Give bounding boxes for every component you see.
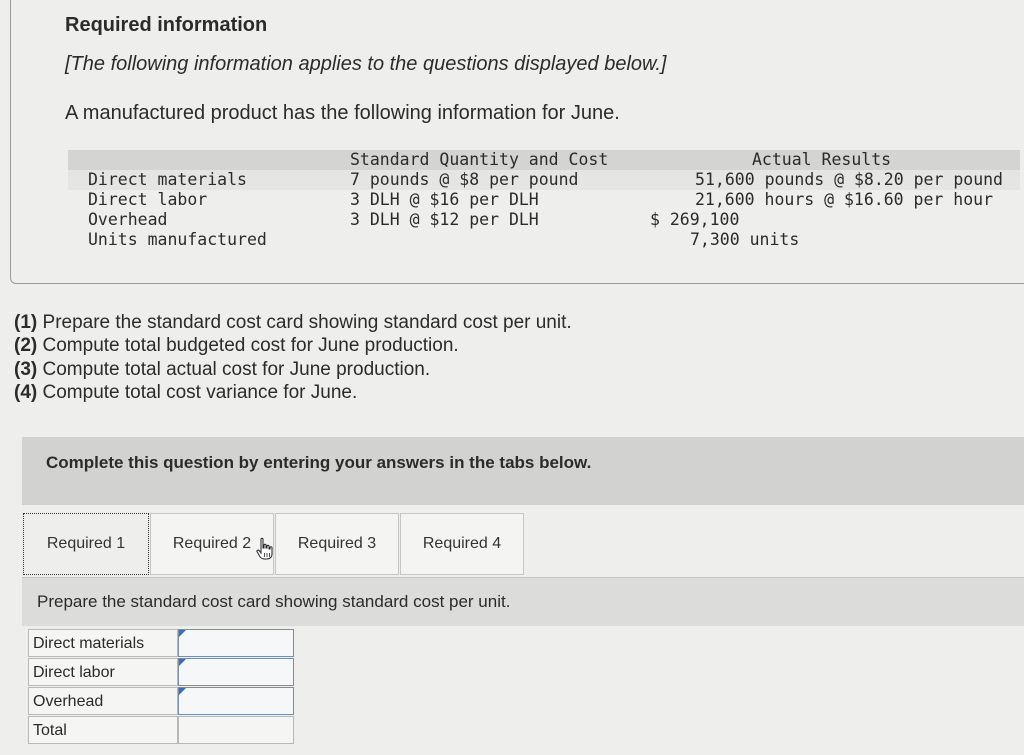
overhead-input[interactable]: [178, 687, 294, 715]
tab-required-2[interactable]: Required 2: [150, 513, 274, 575]
row-label: Direct labor: [28, 658, 178, 686]
actual-value: 21,600 hours @ $16.60 per hour: [694, 190, 993, 209]
instruction-text: Prepare the standard cost card showing standard cost per unit.: [37, 592, 511, 611]
row-label: Direct labor: [88, 190, 208, 209]
table-row: [28, 658, 296, 687]
answer-table: [28, 629, 296, 745]
standard-value: 7 pounds @ $8 per pound: [350, 170, 579, 189]
row-label: Overhead: [88, 210, 168, 229]
row-label: Overhead: [28, 687, 178, 715]
question-item: (2) Compute total budgeted cost for June production.: [14, 335, 459, 357]
hand-cursor-icon: [255, 537, 275, 561]
actual-value: 51,600 pounds @ $8.20 per pound: [695, 170, 1003, 189]
question-list: [14, 311, 572, 404]
table-row: [28, 629, 296, 658]
direct-labor-input[interactable]: [178, 658, 294, 686]
table-row: [28, 687, 296, 716]
tab-required-4[interactable]: Required 4: [400, 513, 524, 575]
intro-text: A manufactured product has the following information for June.: [65, 102, 620, 124]
instruction-band: [22, 577, 1024, 626]
table-row: [28, 716, 296, 745]
total-value: [178, 716, 294, 744]
standard-value: 3 DLH @ $12 per DLH: [350, 210, 539, 229]
standard-value: 3 DLH @ $16 per DLH: [350, 190, 539, 209]
question-item: (1) Prepare the standard cost card showing standard cost per unit.: [14, 312, 572, 333]
question-item: (4) Compute total cost variance for June.: [14, 381, 358, 403]
actual-value: 7,300 units: [690, 230, 800, 249]
row-label: Total: [28, 716, 178, 744]
column-header-standard: Standard Quantity and Cost: [350, 150, 609, 169]
page-title: Required information: [65, 14, 268, 36]
row-label: Units manufactured: [88, 230, 267, 249]
column-header-actual: Actual Results: [752, 150, 892, 169]
question-item: (3) Compute total actual cost for June production.: [14, 358, 431, 380]
tab-required-1[interactable]: Required 1: [23, 513, 149, 575]
prompt-band: [22, 437, 1024, 505]
subtitle: [The following information applies to the questions displayed below.]: [65, 53, 667, 75]
row-label: Direct materials: [28, 629, 178, 657]
direct-materials-input[interactable]: [178, 629, 294, 657]
actual-value: $ 269,100: [650, 210, 740, 229]
prompt-text: Complete this question by entering your answers in the tabs below.: [46, 453, 592, 472]
data-table: [68, 150, 1020, 252]
tab-required-3[interactable]: Required 3: [275, 513, 399, 575]
row-label: Direct materials: [88, 170, 247, 189]
